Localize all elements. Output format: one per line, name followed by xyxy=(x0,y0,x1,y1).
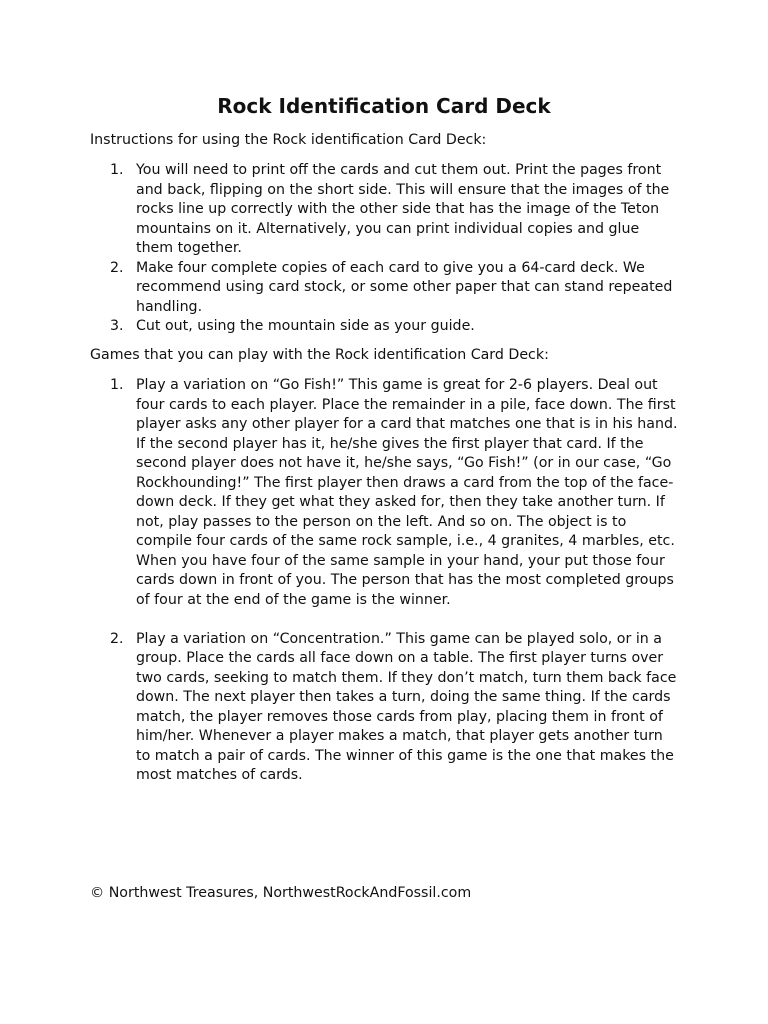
list-item-number: 3. xyxy=(110,318,124,334)
page-title: Rock Identification Card Deck xyxy=(217,94,551,118)
list-item-number: 1. xyxy=(110,162,124,178)
list-item-text: Play a variation on “Go Fish!” This game is great for 2-6 players. Deal out four cards to each player. Place the remainder in a pile, face down. The first player asks any other player for a card that matches one that is in his hand. If the second player has it, he/she gives the first player that card. If the second player does not have it, he/she says, “Go Fish!” (or in our case, “Go Rockhounding!” The first player then draws a card from the top of the face-down deck. If they get what they asked for, then they take another turn. If not, play passes to the person on the left. And so on. The object is to compile four cards of the same rock sample, i.e., 4 granites, 4 marbles, etc. When you have four of the same sample in your hand, your put those four cards down in front of you. The person that has the most completed groups of four at the end of the game is the winner. xyxy=(136,377,678,608)
list-item xyxy=(110,161,680,259)
list-item-text: You will need to print off the cards and cut them out. Print the pages front and back, flipping on the short side. This will ensure that the images of the rocks line up correctly with the other side that has the image of the Teton mountains on it. Alternatively, you can print individual copies and glue them together. xyxy=(136,162,670,256)
copyright-footer: © Northwest Treasures, NorthwestRockAndFossil.com xyxy=(90,885,472,901)
instructions-heading: Instructions for using the Rock identification Card Deck: xyxy=(90,132,487,148)
list-item-text: Make four complete copies of each card to give you a 64-card deck. We recommend using card stock, or some other paper that can stand repeated handling. xyxy=(136,259,673,315)
list-item-number: 1. xyxy=(110,377,124,393)
games-list xyxy=(110,376,680,786)
list-item xyxy=(110,259,680,318)
list-item-text: Play a variation on “Concentration.” This game can be played solo, or in a group. Place the cards all face down on a table. The first player turns over two cards, seeking to match them. If they don’t match, turn them back face down. The next player then takes a turn, doing the same thing. If the cards match, the player removes those cards from play, placing them in front of him/her. Whenever a player makes a match, that player gets another turn to match a pair of cards. The winner of this game is the one that makes the most matches of cards. xyxy=(136,630,677,783)
list-item-text: Cut out, using the mountain side as your guide. xyxy=(136,318,475,334)
list-item-number: 2. xyxy=(110,630,124,647)
list-item xyxy=(110,317,680,337)
list-item xyxy=(110,630,680,786)
games-heading: Games that you can play with the Rock identification Card Deck: xyxy=(90,347,549,363)
list-item-number: 2. xyxy=(110,259,124,276)
instructions-list xyxy=(110,161,680,337)
list-item xyxy=(110,376,680,610)
